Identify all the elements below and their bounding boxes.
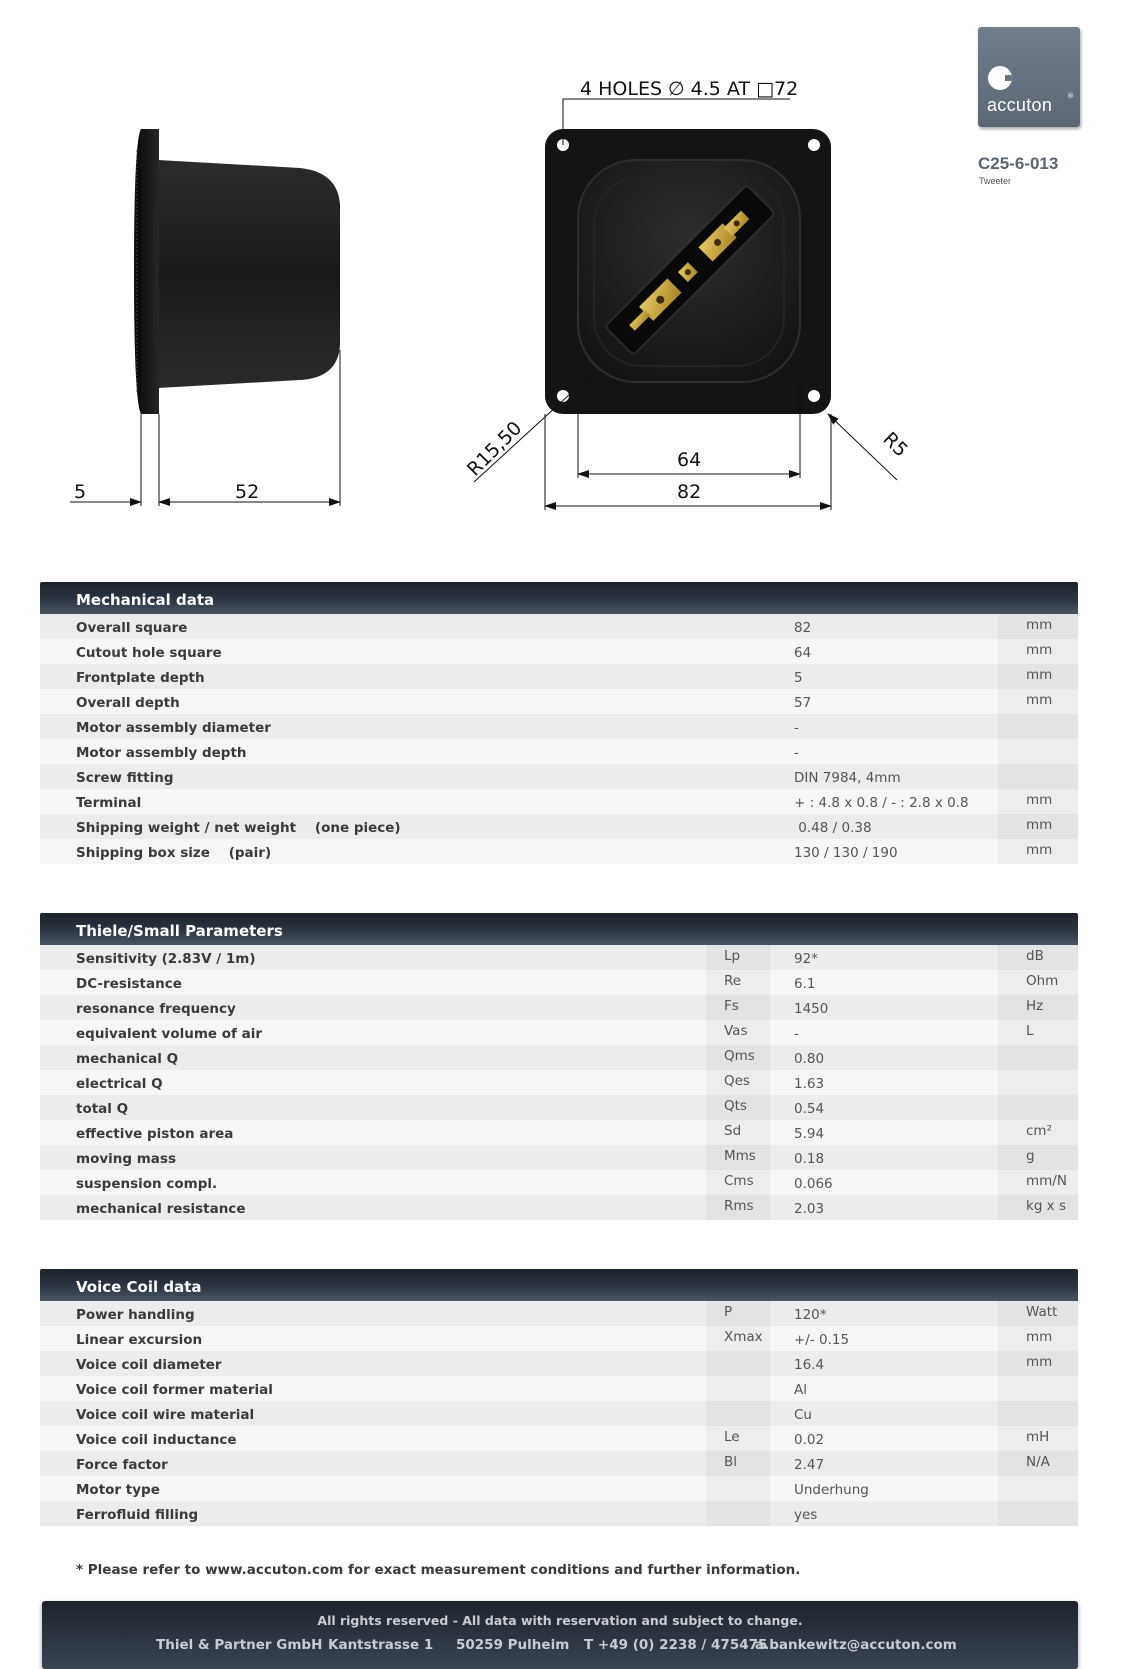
param-value: 92* — [794, 951, 818, 967]
param-label: mechanical resistance — [76, 1201, 246, 1217]
param-value: 5 — [794, 670, 803, 686]
param-value: 0.02 — [794, 1432, 825, 1448]
dim-64-label: 64 — [677, 449, 702, 471]
table-row — [40, 970, 1078, 995]
param-label: Frontplate depth — [76, 670, 205, 686]
table-row — [40, 814, 1078, 839]
footnote: * Please refer to www.accuton.com for exact measurement conditions and further information. — [76, 1562, 801, 1578]
param-label: Cutout hole square — [76, 645, 222, 661]
table-row — [40, 664, 1078, 689]
table-row — [40, 1376, 1078, 1401]
dim-5-label: 5 — [74, 481, 87, 503]
param-symbol — [706, 1376, 770, 1401]
param-unit: mm — [998, 814, 1078, 839]
param-value: 2.03 — [794, 1201, 825, 1217]
param-value: 82 — [794, 620, 812, 636]
param-symbol: Mms — [706, 1145, 770, 1170]
param-unit: mm — [998, 789, 1078, 814]
param-unit: mm — [998, 664, 1078, 689]
param-label: Overall square — [76, 620, 188, 636]
side-view — [134, 129, 340, 414]
table-row — [40, 639, 1078, 664]
param-value: +/- 0.15 — [794, 1332, 850, 1348]
table-row — [40, 839, 1078, 864]
param-label: Screw fitting — [76, 770, 174, 786]
param-symbol: Qms — [706, 1045, 770, 1070]
param-label: electrical Q — [76, 1076, 163, 1092]
param-label: Sensitivity (2.83V / 1m) — [76, 951, 256, 967]
model-type: Tweeter — [979, 176, 1012, 186]
dim-52-label: 52 — [235, 481, 260, 503]
param-value: 0.066 — [794, 1176, 833, 1192]
param-unit: mm — [998, 1326, 1078, 1351]
param-value: 57 — [794, 695, 812, 711]
param-symbol — [706, 1501, 770, 1526]
param-symbol: Fs — [706, 995, 770, 1020]
param-symbol: P — [706, 1301, 770, 1326]
table-row — [40, 995, 1078, 1020]
table-row — [40, 739, 1078, 764]
param-label: Ferrofluid filling — [76, 1507, 199, 1523]
param-unit — [998, 1095, 1078, 1120]
param-value: Al — [794, 1382, 807, 1398]
param-label: Motor assembly diameter — [76, 720, 271, 736]
mount-hole — [808, 390, 820, 402]
param-symbol — [706, 1401, 770, 1426]
logo-text: accuton — [987, 95, 1053, 115]
param-unit — [998, 1070, 1078, 1095]
param-value: - — [794, 745, 799, 761]
param-unit: Ohm — [998, 970, 1078, 995]
param-unit — [998, 1501, 1078, 1526]
param-label: effective piston area — [76, 1126, 234, 1142]
footer-street: Kantstrasse 1 — [328, 1637, 434, 1653]
param-unit: dB — [998, 945, 1078, 970]
param-value: 2.47 — [794, 1457, 825, 1473]
param-unit: N/A — [998, 1451, 1078, 1476]
param-unit: L — [998, 1020, 1078, 1045]
dim-82-label: 82 — [677, 481, 702, 503]
model-number: C25-6-013 — [978, 154, 1059, 173]
param-unit: mm — [998, 1351, 1078, 1376]
param-symbol: Bl — [706, 1451, 770, 1476]
param-unit: mm/N — [998, 1170, 1078, 1195]
param-value: Cu — [794, 1407, 812, 1423]
param-label: Voice coil former material — [76, 1382, 273, 1398]
param-label: mechanical Q — [76, 1051, 179, 1067]
param-unit: mH — [998, 1426, 1078, 1451]
param-symbol — [706, 1351, 770, 1376]
table-row — [40, 1351, 1078, 1376]
param-label: Motor assembly depth — [76, 745, 247, 761]
param-unit — [998, 714, 1078, 739]
table-row — [40, 1451, 1078, 1476]
param-label: Shipping box size (pair) — [76, 845, 272, 861]
front-view — [545, 129, 831, 414]
param-symbol: Le — [706, 1426, 770, 1451]
mechanical-data-table — [40, 582, 1078, 864]
table-row — [40, 789, 1078, 814]
param-label: DC-resistance — [76, 976, 182, 992]
param-value: 6.1 — [794, 976, 816, 992]
param-label: moving mass — [76, 1151, 176, 1167]
footer-email: a.bankewitz@accuton.com — [755, 1637, 957, 1653]
table-row — [40, 1095, 1078, 1120]
param-value: 64 — [794, 645, 812, 661]
voice-coil-table — [40, 1269, 1078, 1526]
table-row — [40, 1145, 1078, 1170]
param-value: 16.4 — [794, 1357, 825, 1373]
table-row — [40, 1326, 1078, 1351]
param-value: 1.63 — [794, 1076, 825, 1092]
param-value: - — [794, 720, 799, 736]
param-unit: mm — [998, 689, 1078, 714]
param-value: Underhung — [794, 1482, 869, 1498]
param-label: Force factor — [76, 1457, 168, 1473]
param-unit — [998, 739, 1078, 764]
param-symbol: Qes — [706, 1070, 770, 1095]
param-symbol: Cms — [706, 1170, 770, 1195]
param-symbol: Rms — [706, 1195, 770, 1220]
table-row — [40, 1045, 1078, 1070]
param-value: DIN 7984, 4mm — [794, 770, 901, 786]
param-symbol: Lp — [706, 945, 770, 970]
accuton-logo-icon — [986, 64, 1014, 92]
param-label: Motor type — [76, 1482, 160, 1498]
param-unit: g — [998, 1145, 1078, 1170]
table-row — [40, 1301, 1078, 1326]
param-unit — [998, 1476, 1078, 1501]
param-symbol: Sd — [706, 1120, 770, 1145]
param-symbol: Xmax — [706, 1326, 770, 1351]
param-label: Linear excursion — [76, 1332, 203, 1348]
param-symbol: Vas — [706, 1020, 770, 1045]
section-header: Voice Coil data — [40, 1269, 1078, 1301]
footer-city: 50259 Pulheim — [456, 1637, 570, 1653]
param-symbol: Re — [706, 970, 770, 995]
section-header: Thiele/Small Parameters — [40, 913, 1078, 945]
param-label: suspension compl. — [76, 1176, 218, 1192]
param-value: 0.48 / 0.38 — [794, 820, 872, 836]
param-label: Voice coil wire material — [76, 1407, 255, 1423]
holes-note: 4 HOLES ∅ 4.5 AT □72 — [580, 78, 799, 100]
param-unit: mm — [998, 839, 1078, 864]
footer-company: Thiel & Partner GmbH — [156, 1637, 323, 1653]
param-unit — [998, 1376, 1078, 1401]
param-unit: kg x s — [998, 1195, 1078, 1220]
param-value: 0.18 — [794, 1151, 825, 1167]
table-row — [40, 945, 1078, 970]
param-symbol — [706, 1476, 770, 1501]
footer-phone: T +49 (0) 2238 / 475475 — [584, 1637, 768, 1653]
param-label: Power handling — [76, 1307, 195, 1323]
table-row — [40, 1426, 1078, 1451]
table-row — [40, 1501, 1078, 1526]
section-header: Mechanical data — [40, 582, 1078, 614]
param-value: + : 4.8 x 0.8 / - : 2.8 x 0.8 — [794, 795, 969, 811]
thiele-small-table — [40, 913, 1078, 1220]
param-value: 5.94 — [794, 1126, 825, 1142]
table-row — [40, 1401, 1078, 1426]
param-unit: mm — [998, 614, 1078, 639]
footer-rights: All rights reserved - All data with reservation and subject to change. — [317, 1613, 803, 1628]
param-label: equivalent volume of air — [76, 1026, 262, 1042]
param-value: 1450 — [794, 1001, 829, 1017]
param-unit: mm — [998, 639, 1078, 664]
table-row — [40, 1195, 1078, 1220]
param-value: 120* — [794, 1307, 827, 1323]
param-label: Voice coil diameter — [76, 1357, 222, 1373]
param-label: Shipping weight / net weight (one piece) — [76, 820, 401, 836]
dim-r5-label: R5 — [878, 427, 912, 462]
mount-hole — [808, 139, 820, 151]
param-value: 130 / 130 / 190 — [794, 845, 898, 861]
param-unit: cm² — [998, 1120, 1078, 1145]
param-value: yes — [794, 1507, 818, 1523]
table-row — [40, 1170, 1078, 1195]
brand-logo — [978, 27, 1080, 127]
param-value: - — [794, 1026, 799, 1042]
param-unit — [998, 1045, 1078, 1070]
param-label: resonance frequency — [76, 1001, 236, 1017]
footer — [42, 1601, 1078, 1669]
param-value: 0.54 — [794, 1101, 825, 1117]
param-unit — [998, 764, 1078, 789]
table-row — [40, 689, 1078, 714]
param-unit: Hz — [998, 995, 1078, 1020]
param-unit: Watt — [998, 1301, 1078, 1326]
param-unit — [998, 1401, 1078, 1426]
table-row — [40, 764, 1078, 789]
table-row — [40, 614, 1078, 639]
table-row — [40, 1476, 1078, 1501]
table-row — [40, 714, 1078, 739]
param-label: Overall depth — [76, 695, 180, 711]
param-label: total Q — [76, 1101, 129, 1117]
table-row — [40, 1070, 1078, 1095]
table-row — [40, 1020, 1078, 1045]
registered-mark: ® — [1067, 92, 1074, 100]
param-symbol: Qts — [706, 1095, 770, 1120]
param-value: 0.80 — [794, 1051, 825, 1067]
param-label: Voice coil inductance — [76, 1432, 237, 1448]
param-label: Terminal — [76, 795, 142, 811]
table-row — [40, 1120, 1078, 1145]
dim-r1550-label: R15,50 — [462, 417, 527, 481]
technical-drawing — [0, 0, 1128, 560]
